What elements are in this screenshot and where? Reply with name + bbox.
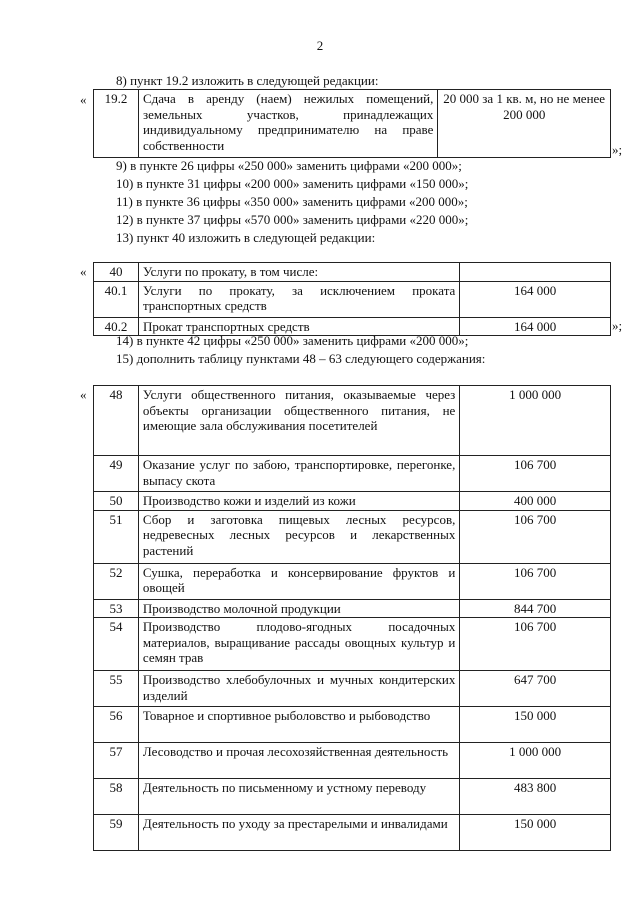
- row-number: 52: [94, 563, 139, 599]
- table-row: [94, 707, 611, 743]
- table-row: [94, 815, 611, 851]
- table-row: [94, 281, 611, 317]
- row-number: 57: [94, 743, 139, 779]
- row-description: Прокат транспортных средств: [138, 317, 459, 336]
- row-value: 1 000 000: [460, 743, 611, 779]
- row-description: Сдача в аренду (наем) нежилых помещений, земельных участков, принадлежащих индивидуальному предпринимателю на праве собственности: [138, 90, 437, 158]
- paragraph-8: 8) пункт 19.2 изложить в следующей редакции:: [116, 73, 379, 88]
- paragraph-13: 13) пункт 40 изложить в следующей редакции:: [116, 230, 376, 245]
- row-description: Деятельность по письменному и устному переводу: [138, 779, 459, 815]
- row-value: 400 000: [460, 492, 611, 511]
- page-number: 2: [316, 38, 324, 53]
- paragraph-11: 11) в пункте 36 цифры «350 000» заменить цифрами «200 000»;: [116, 194, 468, 209]
- table-row: [94, 671, 611, 707]
- row-description: Деятельность по уходу за престарелыми и инвалидами: [138, 815, 459, 851]
- table-row: [94, 386, 611, 456]
- paragraph-15: 15) дополнить таблицу пунктами 48 – 63 следующего содержания:: [116, 351, 486, 366]
- row-value: 20 000 за 1 кв. м, но не менее 200 000: [438, 90, 611, 158]
- close-quote-2: »;: [612, 318, 623, 333]
- table-row: [94, 510, 611, 563]
- row-number: 51: [94, 510, 139, 563]
- row-value: 483 800: [460, 779, 611, 815]
- row-value: 150 000: [460, 707, 611, 743]
- paragraph-9: 9) в пункте 26 цифры «250 000» заменить цифрами «200 000»;: [116, 158, 462, 173]
- close-quote-1: »;: [612, 142, 623, 157]
- open-quote-1: «: [80, 92, 87, 107]
- table-row: [94, 456, 611, 492]
- row-value: 164 000: [460, 281, 611, 317]
- row-description: Лесоводство и прочая лесохозяйственная деятельность: [138, 743, 459, 779]
- row-number: 59: [94, 815, 139, 851]
- row-number: 40.1: [94, 281, 139, 317]
- row-number: 40: [94, 263, 139, 282]
- row-value: [460, 263, 611, 282]
- paragraph-12: 12) в пункте 37 цифры «570 000» заменить цифрами «220 000»;: [116, 212, 469, 227]
- table-row: [94, 90, 611, 158]
- table-row: [94, 563, 611, 599]
- row-description: Производство кожи и изделий из кожи: [138, 492, 459, 511]
- row-value: 844 700: [460, 599, 611, 618]
- row-description: Производство молочной продукции: [138, 599, 459, 618]
- row-value: 106 700: [460, 510, 611, 563]
- row-value: 150 000: [460, 815, 611, 851]
- table-row: [94, 743, 611, 779]
- row-value: 164 000: [460, 317, 611, 336]
- paragraph-14: 14) в пункте 42 цифры «250 000» заменить цифрами «200 000»;: [116, 333, 469, 348]
- table-items-48-59: [93, 385, 611, 851]
- row-value: 106 700: [460, 618, 611, 671]
- row-number: 50: [94, 492, 139, 511]
- row-value: 647 700: [460, 671, 611, 707]
- row-description: Оказание услуг по забою, транспортировке, перегонке, выпасу скота: [138, 456, 459, 492]
- table-item-19-2: [93, 89, 611, 158]
- table-row: [94, 492, 611, 511]
- row-number: 19.2: [94, 90, 139, 158]
- open-quote-3: «: [80, 387, 87, 402]
- row-number: 48: [94, 386, 139, 456]
- row-number: 53: [94, 599, 139, 618]
- row-number: 49: [94, 456, 139, 492]
- row-description: Производство плодово-ягодных посадочных материалов, выращивание рассады овощных культур и семян трав: [138, 618, 459, 671]
- table-row: [94, 263, 611, 282]
- table-item-40: [93, 262, 611, 336]
- row-description: Сушка, переработка и консервирование фруктов и овощей: [138, 563, 459, 599]
- row-value: 106 700: [460, 563, 611, 599]
- row-value: 106 700: [460, 456, 611, 492]
- row-description: Услуги по прокату, в том числе:: [138, 263, 459, 282]
- row-number: 55: [94, 671, 139, 707]
- row-description: Производство хлебобулочных и мучных кондитерских изделий: [138, 671, 459, 707]
- row-number: 56: [94, 707, 139, 743]
- open-quote-2: «: [80, 264, 87, 279]
- row-number: 58: [94, 779, 139, 815]
- row-description: Услуги по прокату, за исключением проката транспортных средств: [138, 281, 459, 317]
- row-description: Товарное и спортивное рыболовство и рыбоводство: [138, 707, 459, 743]
- row-description: Сбор и заготовка пищевых лесных ресурсов, недревесных лесных ресурсов и лекарственных растений: [138, 510, 459, 563]
- paragraph-10: 10) в пункте 31 цифры «200 000» заменить цифрами «150 000»;: [116, 176, 469, 191]
- row-number: 40.2: [94, 317, 139, 336]
- row-value: 1 000 000: [460, 386, 611, 456]
- table-row: [94, 618, 611, 671]
- row-number: 54: [94, 618, 139, 671]
- row-description: Услуги общественного питания, оказываемые через объекты организации общественного питания, не имеющие зала обслуживания посетителей: [138, 386, 459, 456]
- table-row: [94, 599, 611, 618]
- table-row: [94, 779, 611, 815]
